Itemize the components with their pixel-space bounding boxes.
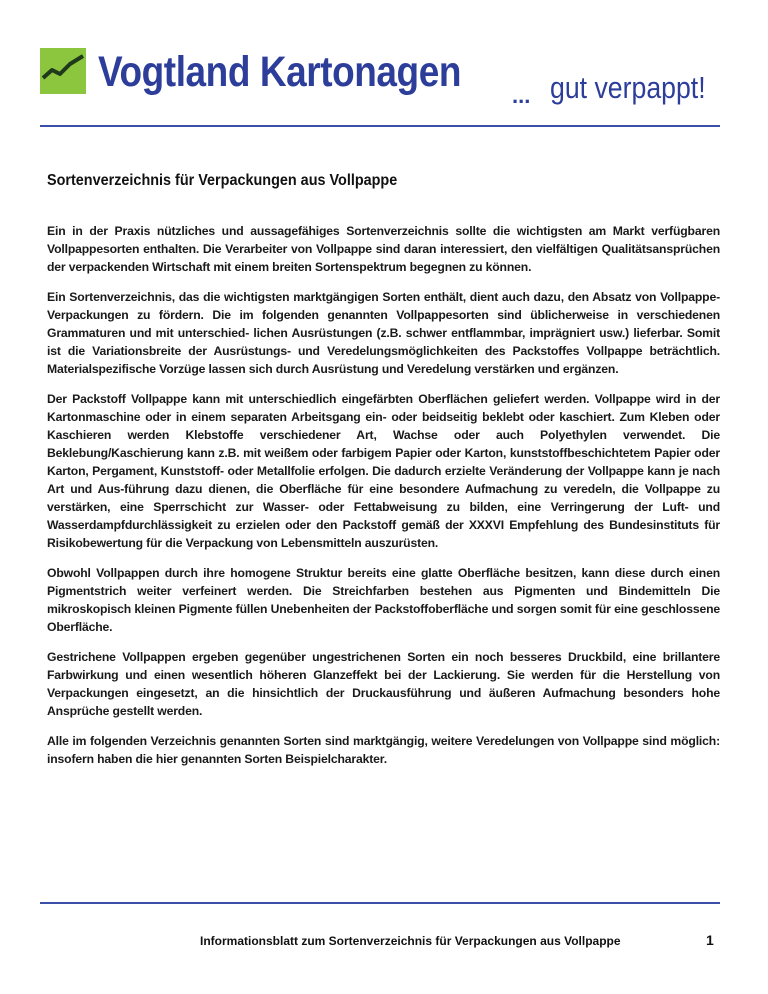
body-text	[47, 222, 720, 780]
header-divider	[40, 125, 720, 127]
brand-ellipsis: ...	[512, 83, 531, 108]
paragraph: Ein in der Praxis nützliches und aussagefähiges Sortenverzeichnis sollte die wichtigsten am Markt verfügbaren Vollpappesorten enthalten. Die Verarbeiter von Vollpappe sind daran interessiert, den vielfältigen Qualitätsansprüchen der verpackenden Wirtschaft mit einem breiten Sortenspektrum begegnen zu können.	[47, 224, 720, 274]
page-header	[40, 42, 740, 112]
paragraph: Ein Sortenverzeichnis, das die wichtigsten marktgängigen Sorten enthält, dient auch dazu, den Absatz von Vollpappe-Verpackungen zu fördern. Die im folgenden genannten Vollpappesorten sind üblicherweise in verschiedenen Grammaturen und mit unterschied- lichen Ausrüstungen (z.B. schwer entflammbar, imprägniert usw.) lieferbar. Somit ist die Variationsbreite der Ausrüstungs- und Veredelungsmöglichkeiten des Packstoffes Vollpappe beträchtlich. Materialspezifische Vorzüge lassen sich durch Ausrüstung und Veredelung verstärken und ergänzen.	[47, 290, 720, 376]
tagline: gut verpappt!	[550, 70, 706, 105]
footer-divider	[40, 902, 720, 904]
paragraph: Alle im folgenden Verzeichnis genannten Sorten sind marktgängig, weitere Veredelungen von Vollpappe sind möglich: insofern haben die hier genannten Sorten Beispielcharakter.	[47, 734, 720, 766]
footer-title: Informationsblatt zum Sortenverzeichnis für Verpackungen aus Vollpappe	[200, 934, 621, 948]
brand-name: Vogtland Kartonagen	[98, 48, 462, 96]
page-title: Sortenverzeichnis für Verpackungen aus Vollpappe	[47, 172, 398, 189]
page-number: 1	[706, 932, 714, 948]
paragraph: Gestrichene Vollpappen ergeben gegenüber ungestrichenen Sorten ein noch besseres Druckbild, eine brillantere Farbwirkung und einen wesentlich höheren Glanzeffekt bei der Lackierung. Sie werden für die Herstellung von Verpackungen eingesetzt, an die hinsichtlich der Druckausführung und äußeren Aufmachung besonders hohe Ansprüche gestellt werden.	[47, 650, 720, 718]
paragraph: Obwohl Vollpappen durch ihre homogene Struktur bereits eine glatte Oberfläche besitzen, kann diese durch einen Pigmentstrich weiter verfeinert werden. Die Streichfarben bestehen aus Pigmenten und Bindemitteln Die mikroskopisch kleinen Pigmente füllen Unebenheiten der Packstoffoberfläche und sorgen somit für eine geschlossene Oberfläche.	[47, 566, 720, 634]
trend-chart-icon	[40, 48, 86, 94]
paragraph: Der Packstoff Vollpappe kann mit unterschiedlich eingefärbten Oberflächen geliefert werden. Vollpappe wird in der Kartonmaschine oder in einem separaten Arbeitsgang ein- oder beidseitig beklebt oder kaschiert. Zum Kleben oder Kaschieren werden Klebstoffe verschiedener Art, Wachse oder auch Polyethylen verwendet. Die Beklebung/Kaschierung kann z.B. mit weißem oder farbigem Papier oder Karton, kunststoffbeschichtetem Papier oder Karton, Pergament, Kunststoff- oder Metallfolie erfolgen. Die dadurch erzielte Veränderung der Vollpappe kann je nach Art und Aus-führung dazu dienen, die Oberfläche für eine besondere Aufmachung zu veredeln, die Vollpappe zu verstärken, eine Sperrschicht zur Wasser- oder Fettabweisung zu bilden, eine Verringerung der Luft- und Wasserdampfdurchlässigkeit zu erzielen oder den Packstoff gemäß der XXXVI Empfehlung des Bundesinstituts für Risikobewertung für die Verpackung von Lebensmitteln auszurüsten.	[47, 392, 720, 550]
